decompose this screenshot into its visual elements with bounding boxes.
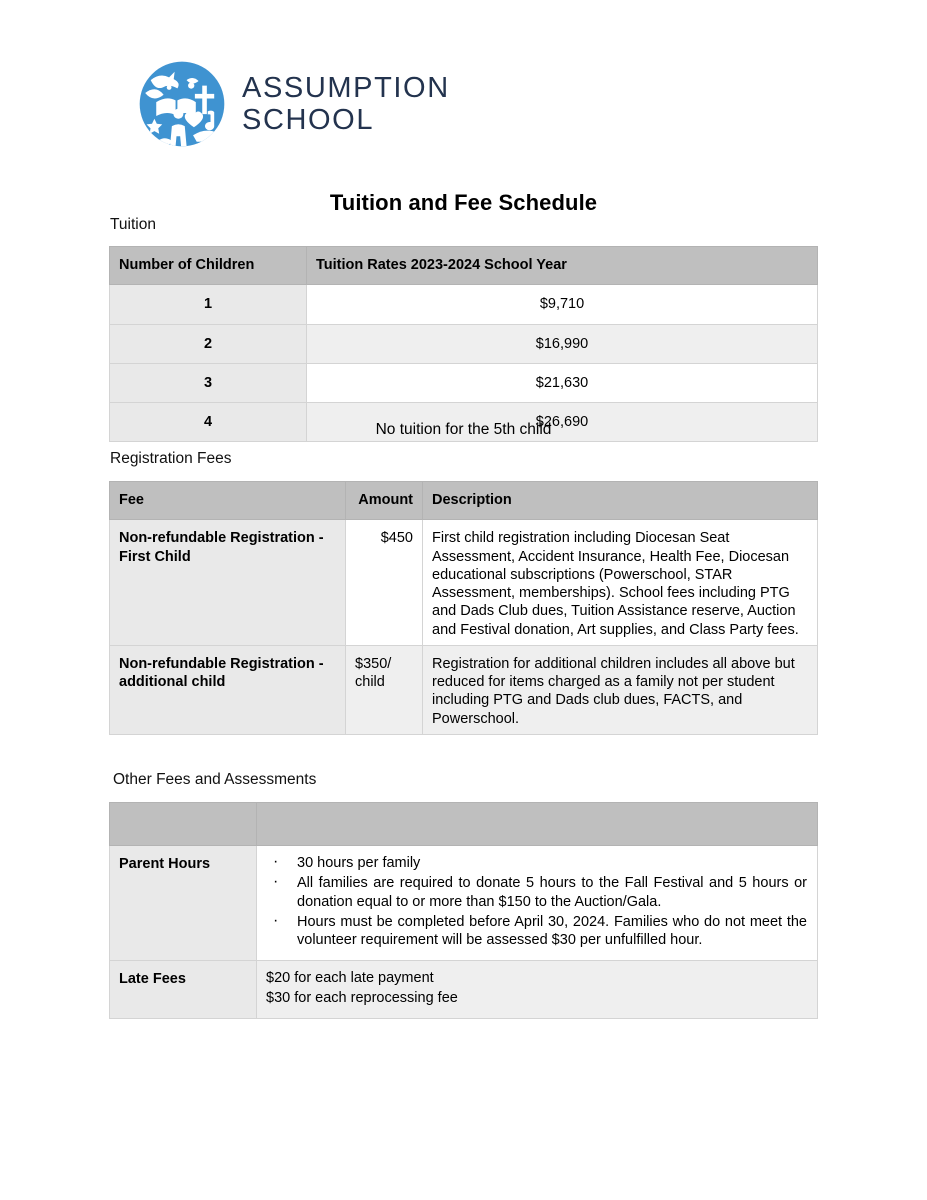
assumption-school-emblem-icon: [136, 55, 228, 153]
table-header-row: [110, 803, 818, 846]
section-label-registration-fees: Registration Fees: [110, 450, 232, 467]
late-fee-line-1: $20 for each late payment: [266, 970, 434, 987]
table-row: [110, 363, 818, 402]
column-header-number-of-children: Number of Children: [110, 247, 307, 285]
table-row: [110, 961, 818, 1018]
cell-tuition-rate: $26,690: [307, 403, 818, 442]
column-header-amount: Amount: [346, 482, 423, 520]
column-header-blank-1: [110, 803, 257, 846]
cell-fee-amount: $450: [346, 520, 423, 646]
cell-parent-hours-details: [257, 846, 818, 961]
cell-tuition-rate: $21,630: [307, 363, 818, 402]
column-header-fee: Fee: [110, 482, 346, 520]
list-item: · Hours must be completed before April 30, 2024. Families who do not meet the volunteer requirement will be assessed $30 per unfulfilled hour.: [266, 913, 807, 951]
cell-late-fees-details: [257, 961, 818, 1018]
cell-tuition-rate: $9,710: [307, 285, 818, 324]
table-header-row: [110, 247, 818, 285]
column-header-blank-2: [257, 803, 818, 846]
cell-fee-name: Non-refundable Registration - additional child: [110, 645, 346, 734]
section-label-other-fees: Other Fees and Assessments: [113, 771, 317, 788]
table-row: [110, 324, 818, 363]
late-fee-line-2: $30 for each reprocessing fee: [266, 989, 458, 1006]
other-fees-table: [109, 802, 818, 1019]
section-label-tuition: Tuition: [110, 216, 156, 233]
table-row: [110, 520, 818, 646]
cell-fee-name: Non-refundable Registration - First Child: [110, 520, 346, 646]
logo-word-line-2: SCHOOL: [242, 104, 375, 136]
logo-wordmark: [242, 72, 450, 136]
cell-tuition-rate: $16,990: [307, 324, 818, 363]
school-logo: [136, 55, 450, 153]
cell-fee-description: First child registration including Diocesan Seat Assessment, Accident Insurance, Health Fee, Diocesan educational subscriptions (Powerschool, STAR Assessment, memberships). School fees including PTG and Dads Club dues, Tuition Assistance reserve, Auction and Festival donation, Art supplies, and Class Party fees.: [423, 520, 818, 646]
tuition-note: No tuition for the 5th child: [375, 421, 552, 438]
cell-parent-hours-label: Parent Hours: [110, 846, 257, 961]
cell-children-count: 2: [110, 324, 307, 363]
registration-fees-table: [109, 481, 818, 735]
table-row: [110, 645, 818, 734]
page-title: Tuition and Fee Schedule: [329, 190, 598, 215]
column-header-tuition-rates: Tuition Rates 2023-2024 School Year: [307, 247, 818, 285]
logo-word-line-1: ASSUMPTION: [242, 72, 450, 104]
cell-children-count: 4: [110, 403, 307, 442]
table-header-row: [110, 482, 818, 520]
cell-fee-description: Registration for additional children includes all above but reduced for items charged as a family not per student including PTG and Dads club dues, FACTS, and Powerschool.: [423, 645, 818, 734]
cell-children-count: 3: [110, 363, 307, 402]
list-item: · All families are required to donate 5 hours to the Fall Festival and 5 hours or donation equal to or more than $150 to the Auction/Gala.: [266, 874, 807, 912]
table-row: [110, 285, 818, 324]
parent-hours-bullet-list: [266, 854, 807, 950]
cell-fee-amount: $350/ child: [346, 645, 423, 734]
cell-children-count: 1: [110, 285, 307, 324]
table-row: [110, 846, 818, 961]
tuition-table: [109, 246, 818, 442]
cell-late-fees-label: Late Fees: [110, 961, 257, 1018]
column-header-description: Description: [423, 482, 818, 520]
list-item: · 30 hours per family: [266, 854, 807, 873]
